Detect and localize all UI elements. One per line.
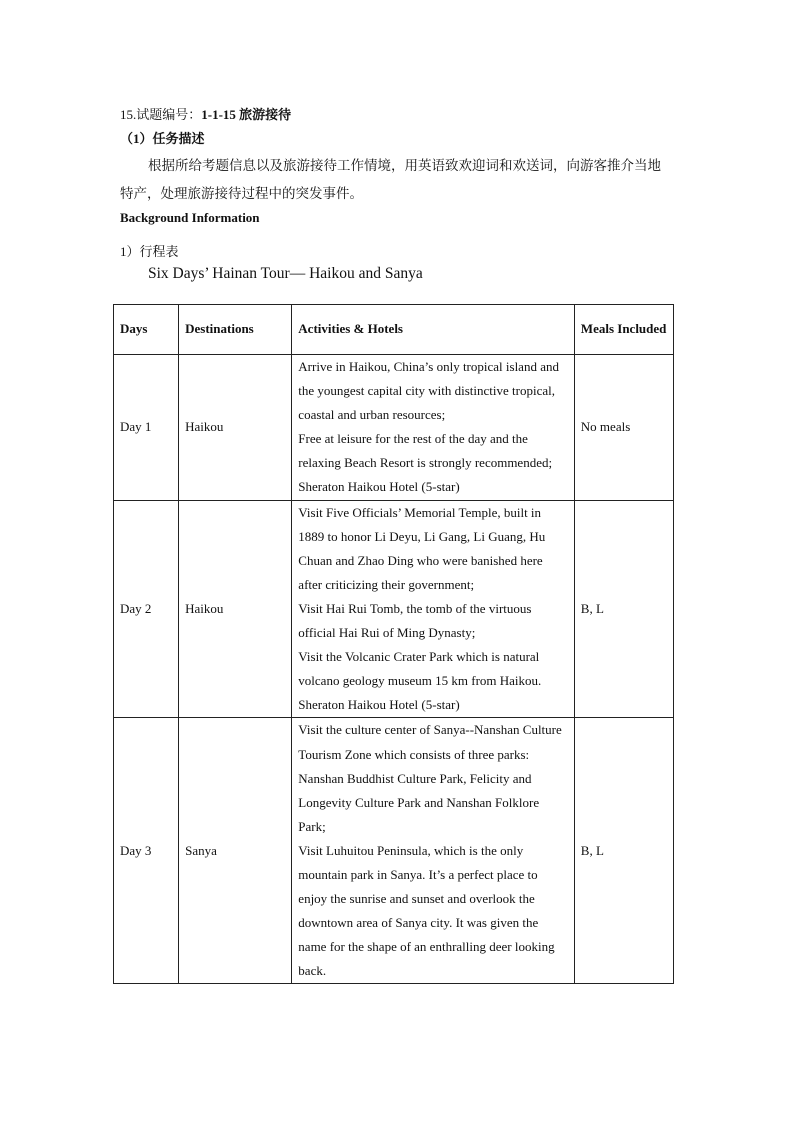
- activity-item: Free at leisure for the rest of the day and the relaxing Beach Resort is strongly recommended;: [298, 431, 553, 471]
- destination-cell: Haikou: [179, 355, 292, 501]
- activity-item: Visit the culture center of Sanya--Nanshan Culture Tourism Zone which consists of three parks: Nanshan Buddhist Culture Park, Felicity and Longevity Culture Park and Nanshan Folklore Park;: [298, 722, 562, 834]
- activity-item: Sheraton Haikou Hotel (5-star): [298, 479, 460, 495]
- task-description-line-1: 根据所给考题信息以及旅游接待工作情境，用英语致欢迎词和欢送词，向游客推介当地: [148, 158, 661, 173]
- meals-cell: No meals: [574, 355, 673, 501]
- header-days: Days: [114, 305, 179, 355]
- question-number-prefix: 15.试题编号：: [120, 107, 202, 122]
- header-meals: Meals Included: [574, 305, 673, 355]
- background-heading: Background Information: [120, 210, 260, 225]
- activities-cell: [292, 500, 575, 718]
- meals-cell: B, L: [574, 718, 673, 984]
- table-row: [114, 355, 674, 501]
- table-header-row: [114, 305, 674, 355]
- day-cell: Day 3: [114, 718, 179, 984]
- header-activities: Activities & Hotels: [292, 305, 575, 355]
- tour-title: Six Days’ Hainan Tour— Haikou and Sanya: [148, 265, 423, 282]
- task-heading: （1）任务描述: [120, 131, 205, 146]
- activity-item: Visit Five Officials’ Memorial Temple, built in 1889 to honor Li Deyu, Li Gang, Li Guang, Hu Chuan and Zhao Ding who were banished here after criticizing their government;: [298, 504, 546, 592]
- question-number: [120, 104, 291, 123]
- destination-cell: Haikou: [179, 500, 292, 718]
- meals-cell: B, L: [574, 500, 673, 718]
- activity-item: Visit the Volcanic Crater Park which is natural volcano geology museum 15 km from Haikou.: [298, 649, 542, 689]
- activity-item: Sheraton Haikou Hotel (5-star): [298, 697, 460, 713]
- itinerary-label: 1）行程表: [120, 244, 179, 259]
- activity-item: Arrive in Haikou, China’s only tropical island and the youngest capital city with distinctive tropical, coastal and urban resources;: [298, 359, 559, 423]
- destination-cell: Sanya: [179, 718, 292, 984]
- activities-cell: [292, 718, 575, 984]
- activity-item: Visit Hai Rui Tomb, the tomb of the virtuous official Hai Rui of Ming Dynasty;: [298, 600, 532, 641]
- activities-cell: [292, 355, 575, 501]
- table-row: [114, 718, 674, 984]
- activity-item: Visit Luhuitou Peninsula, which is the only mountain park in Sanya. It’s a perfect place to enjoy the sunrise and sunset and overlook the downtown area of Sanya city. It was given the name for the shape of an enthralling deer looking back.: [298, 842, 555, 979]
- task-description-line-2: 特产，处理旅游接待过程中的突发事件。: [120, 186, 363, 201]
- day-cell: Day 2: [114, 500, 179, 718]
- itinerary-table: [113, 304, 674, 984]
- day-cell: Day 1: [114, 355, 179, 501]
- table-row: [114, 500, 674, 718]
- header-destinations: Destinations: [179, 305, 292, 355]
- question-code-title: 1-1-15 旅游接待: [201, 107, 292, 122]
